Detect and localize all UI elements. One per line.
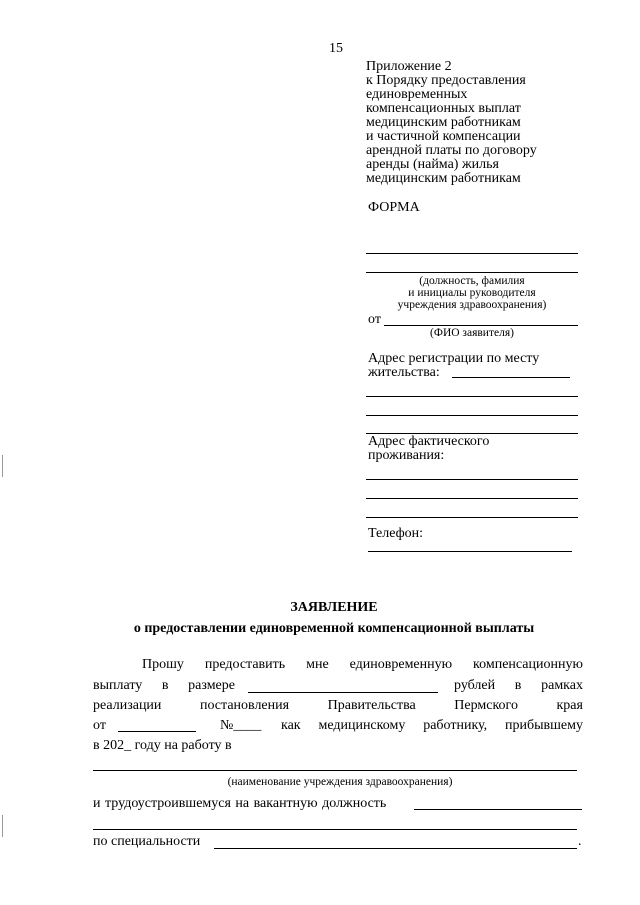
actual-address-label [368,435,489,463]
recipient-caption-line: и инициалы руководителя [408,287,536,299]
registration-address-line[interactable] [452,377,570,378]
body-line-5: в 202_ году на работу в [93,738,232,753]
appendix-line: компенсационных выплат [366,101,521,116]
appendix-block [366,60,537,186]
actual-address-line[interactable] [366,517,578,518]
scan-edge-mark [2,455,3,477]
recipient-line[interactable] [366,253,578,254]
actual-address-line[interactable] [366,498,578,499]
actual-address-line[interactable] [366,479,578,480]
appendix-line: Приложение 2 [366,59,452,74]
recipient-caption-line: (должность, фамилия [419,275,525,287]
body-word: мне [306,657,329,672]
body-word: Прошу [142,657,184,672]
actual-address-label-line: проживания: [368,448,445,463]
body-word: постановления [199,698,290,713]
body-word: края [556,698,583,713]
registration-address-line[interactable] [366,396,578,397]
page-number: 15 [329,41,343,56]
applicant-caption: (ФИО заявителя) [430,327,514,339]
body-word: Правительства [327,698,416,713]
body-word: Пермского [454,698,518,713]
applicant-name-line[interactable] [384,325,578,326]
from-word: от [93,718,106,733]
specialty-text: по специальности [93,834,201,849]
body-word: медицинскому [318,718,406,733]
body-word: как [281,718,301,733]
institution-caption: (наименование учреждения здравоохранения) [227,776,453,788]
vacancy-text: и трудоустроившемуся на вакантную должность [93,796,387,811]
appendix-line: медицинским работникам [366,115,521,130]
body-line-3 [93,699,583,713]
document-title: ЗАЯВЛЕНИЕ [290,600,378,615]
registration-address-label-line: жительства: [368,365,440,380]
vacancy-line[interactable] [93,829,577,830]
body-word: выплату [93,678,143,693]
body-line-2-left [93,679,235,693]
registration-address-label [368,352,539,380]
vacancy-line[interactable] [414,809,582,810]
appendix-line: арендной платы по договору [366,143,537,158]
body-word: размере [188,678,235,693]
recipient-line[interactable] [366,272,578,273]
phone-label: Телефон: [368,526,424,541]
body-line-1 [142,658,583,672]
phone-line[interactable] [368,551,572,552]
body-word: единовременную [349,657,453,672]
decree-number: №____ [220,718,262,733]
body-word: прибывшему [505,718,583,733]
document-subtitle: о предоставлении единовременной компенсационной выплаты [133,621,535,636]
end-period: . [578,834,582,849]
recipient-caption-line: учреждения здравоохранения) [397,299,547,311]
institution-line[interactable] [93,770,577,771]
body-word: предоставить [204,657,286,672]
specialty-line[interactable] [214,848,577,849]
amount-line[interactable] [248,692,438,693]
appendix-line: медицинским работникам [366,171,521,186]
body-line-2-right [454,679,583,693]
appendix-line: и частичной компенсации [366,129,521,144]
appendix-line: к Порядку предоставления [366,73,526,88]
body-word: работнику, [423,718,488,733]
scan-edge-mark [2,815,3,837]
appendix-line: единовременных [366,87,468,102]
body-word: компенсационную [473,657,583,672]
body-word: реализации [93,698,162,713]
form-label: ФОРМА [368,200,420,215]
recipient-caption [366,275,578,311]
body-word: в [514,678,522,693]
body-word: рублей [454,678,496,693]
body-word: в [161,678,169,693]
body-line-4-rest [281,719,583,733]
registration-address-line[interactable] [366,415,578,416]
body-word: рамках [541,678,583,693]
appendix-line: аренды (найма) жилья [366,157,499,172]
from-label: от [368,312,381,327]
decree-date-line[interactable] [118,731,196,732]
actual-address-label-line: Адрес фактического [368,434,490,449]
registration-address-label-line: Адрес регистрации по месту [368,351,540,366]
